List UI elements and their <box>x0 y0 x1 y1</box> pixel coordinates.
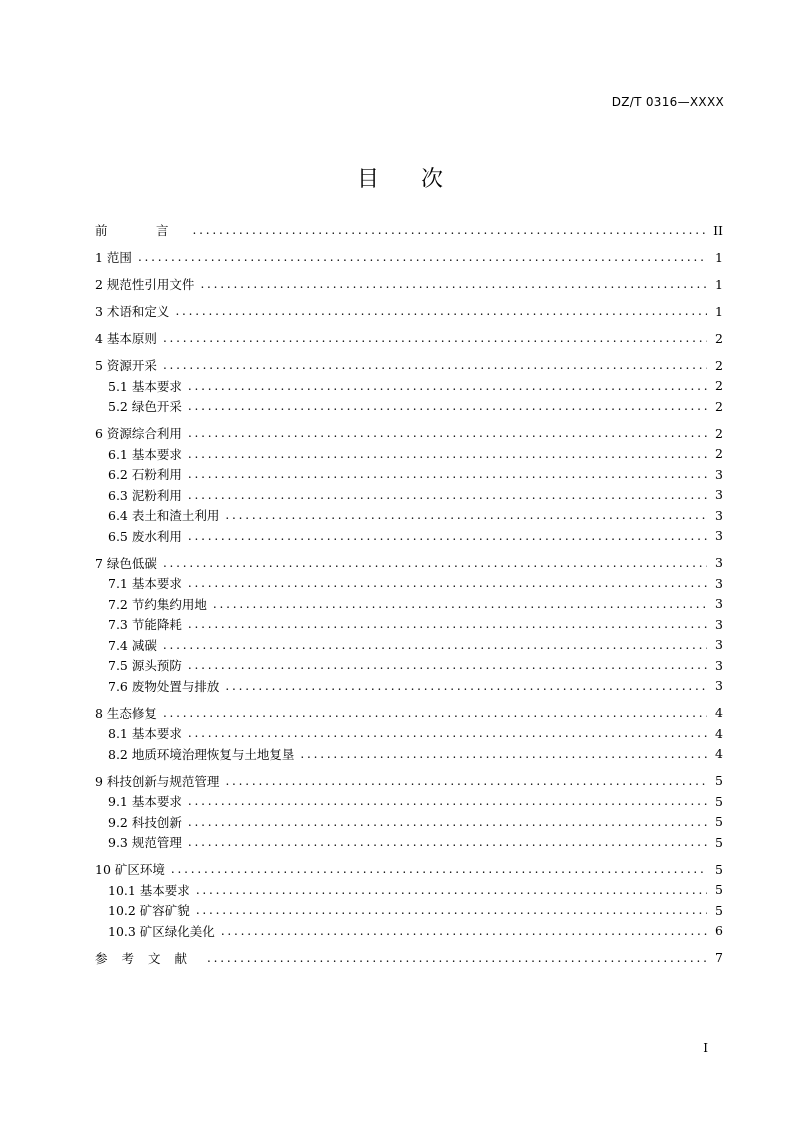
toc-subentry[interactable] <box>108 744 723 764</box>
title-part-2: 次 <box>421 167 444 192</box>
toc-entry-page: 5 <box>715 814 723 829</box>
toc-entry-page: 5 <box>715 882 723 897</box>
toc-subentry[interactable] <box>108 832 723 852</box>
toc-entry-label: 9.1 基本要求 <box>108 794 182 809</box>
toc-entry-page: 4 <box>715 705 723 720</box>
toc-entry-label: 5.2 绿色开采 <box>108 399 182 414</box>
toc-entry-page: 2 <box>715 398 723 414</box>
toc-leader-dots <box>188 426 707 440</box>
toc-entry-label: 10.1 基本要求 <box>108 882 190 898</box>
toc-entry-label: 7.3 节能降耗 <box>108 617 182 632</box>
toc-entry-label: 前 言 <box>95 223 187 238</box>
toc-entry-label: 8.2 地质环境治理恢复与土地复垦 <box>108 746 295 762</box>
toc-entry-label: 9 科技创新与规范管理 <box>95 773 220 789</box>
toc-entry-label: 7.6 废物处置与排放 <box>108 678 220 694</box>
toc-subentry[interactable] <box>108 812 723 832</box>
toc-entry-page: 3 <box>715 487 723 502</box>
toc-leader-dots <box>138 250 707 264</box>
toc-subentry[interactable] <box>108 723 723 743</box>
toc-entry-page: 5 <box>715 773 723 788</box>
toc-subentry[interactable] <box>108 444 723 464</box>
toc-entry-page: 5 <box>715 861 723 877</box>
toc-leader-dots <box>175 304 707 318</box>
toc-entry[interactable] <box>95 247 723 267</box>
toc-subentry[interactable] <box>108 594 723 614</box>
toc-leader-dots <box>221 924 707 938</box>
toc-leader-dots <box>188 835 707 849</box>
toc-entry-page: 3 <box>715 507 723 523</box>
toc-subentry[interactable] <box>108 676 723 696</box>
toc-entry-page: 3 <box>715 637 723 652</box>
toc-leader-dots <box>188 399 707 413</box>
toc-leader-dots <box>225 774 707 788</box>
toc-entry-label: 5.1 基本要求 <box>108 378 182 394</box>
toc-entry[interactable] <box>95 220 723 240</box>
toc-leader-dots <box>163 331 707 345</box>
toc-subentry[interactable] <box>108 505 723 525</box>
page-number: I <box>703 1041 708 1055</box>
toc-leader-dots <box>188 794 707 808</box>
toc-entry-page: 1 <box>715 249 723 265</box>
toc-entry-label: 6 资源综合利用 <box>95 426 182 441</box>
toc-entry-label: 2 规范性引用文件 <box>95 277 195 292</box>
toc-leader-dots <box>300 747 707 761</box>
toc-entry-page: 5 <box>715 834 723 850</box>
toc-entry-label: 7.2 节约集约用地 <box>108 596 207 612</box>
toc-entry-label: 6.2 石粉利用 <box>108 467 182 482</box>
toc-entry-label: 10 矿区环境 <box>95 862 165 877</box>
toc-leader-dots <box>188 447 707 461</box>
toc-leader-dots <box>188 379 707 393</box>
toc-entry[interactable] <box>95 859 723 879</box>
toc-entry-label: 8.1 基本要求 <box>108 726 182 741</box>
toc-leader-dots <box>193 223 707 237</box>
toc-entry[interactable] <box>95 355 723 375</box>
toc-subentry[interactable] <box>108 376 723 396</box>
toc-subentry[interactable] <box>108 880 723 900</box>
toc-leader-dots <box>188 815 707 829</box>
toc-entry-page: 4 <box>715 746 723 761</box>
toc-leader-dots <box>188 658 707 672</box>
toc-entry-page: 2 <box>715 330 723 346</box>
page-title <box>0 162 800 193</box>
toc-entry[interactable] <box>95 423 723 443</box>
toc-subentry[interactable] <box>108 396 723 416</box>
toc-entry-page: 2 <box>715 357 723 373</box>
toc-entry[interactable] <box>95 274 723 294</box>
toc-leader-dots <box>225 508 707 522</box>
toc-entry-page: 3 <box>715 466 723 482</box>
toc-entry-page: 5 <box>715 793 723 809</box>
toc-leader-dots <box>200 277 707 291</box>
toc-leader-dots <box>163 358 707 372</box>
toc-entry[interactable] <box>95 301 723 321</box>
toc-entry-label: 6.3 泥粉利用 <box>108 487 182 503</box>
toc-leader-dots <box>188 488 707 502</box>
toc-entry-page: 1 <box>715 276 723 292</box>
toc-entry-label: 8 生态修复 <box>95 705 157 721</box>
document-code: DZ/T 0316—XXXX <box>611 95 724 109</box>
toc-entry[interactable] <box>95 948 723 968</box>
toc-entry[interactable] <box>95 553 723 573</box>
toc-entry-page: 3 <box>715 657 723 673</box>
toc-entry-label: 3 术语和定义 <box>95 304 170 319</box>
toc-entry-label: 6.1 基本要求 <box>108 446 182 462</box>
toc-entry-label: 7 绿色低碳 <box>95 555 157 571</box>
toc-leader-dots <box>207 951 707 965</box>
toc-entry[interactable] <box>95 703 723 723</box>
toc-entry-label: 6.5 废水利用 <box>108 528 182 544</box>
toc-entry-page: 3 <box>715 555 723 570</box>
toc-entry-page: 2 <box>715 425 723 441</box>
toc-entry[interactable] <box>95 771 723 791</box>
toc-entry-label: 7.5 源头预防 <box>108 658 182 673</box>
toc-entry-page: 5 <box>715 902 723 918</box>
toc-entry-label: 9.3 规范管理 <box>108 835 182 850</box>
title-part-1: 目 <box>356 167 379 192</box>
toc-leader-dots <box>188 576 707 590</box>
toc-leader-dots <box>213 597 707 611</box>
toc-subentry[interactable] <box>108 791 723 811</box>
toc-entry[interactable] <box>95 328 723 348</box>
toc-subentry[interactable] <box>108 485 723 505</box>
toc-entry-label: 5 资源开采 <box>95 358 157 373</box>
toc-subentry[interactable] <box>108 655 723 675</box>
toc-entry-label: 10.2 矿容矿貌 <box>108 903 190 918</box>
toc-entry-page: 2 <box>715 378 723 393</box>
toc-entry-label: 7.1 基本要求 <box>108 576 182 591</box>
toc-entry-label: 7.4 减碳 <box>108 637 157 653</box>
toc-entry-label: 9.2 科技创新 <box>108 814 182 830</box>
toc-leader-dots <box>171 862 707 876</box>
toc-subentry[interactable] <box>108 635 723 655</box>
toc-subentry[interactable] <box>108 900 723 920</box>
toc-leader-dots <box>196 883 707 897</box>
toc-entry-page: 2 <box>715 446 723 461</box>
toc-entry-label: 6.4 表土和渣土利用 <box>108 508 220 523</box>
toc-entry-page: 3 <box>715 575 723 591</box>
toc-entry-page: 3 <box>715 678 723 693</box>
toc-entry-page: 1 <box>715 303 723 319</box>
toc-leader-dots <box>163 556 707 570</box>
toc-leader-dots <box>188 467 707 481</box>
toc-leader-dots <box>188 726 707 740</box>
toc-leader-dots <box>188 529 707 543</box>
toc-leader-dots <box>188 617 707 631</box>
toc-leader-dots <box>196 903 707 917</box>
toc-leader-dots <box>163 706 707 720</box>
toc-entry-page: 6 <box>715 923 723 938</box>
toc-entry-page: 4 <box>715 725 723 741</box>
toc-entry-page: 3 <box>715 596 723 611</box>
toc-entry-label: 参考文献 <box>95 950 202 966</box>
toc-entry-label: 1 范围 <box>95 250 132 265</box>
toc-leader-dots <box>163 638 707 652</box>
toc-entry-label: 10.3 矿区绿化美化 <box>108 923 215 939</box>
toc-subentry[interactable] <box>108 464 723 484</box>
toc-entry-page: 3 <box>715 616 723 632</box>
toc-entry-page: 7 <box>715 950 723 965</box>
toc-subentry[interactable] <box>108 921 723 941</box>
toc-leader-dots <box>225 679 707 693</box>
toc-subentry[interactable] <box>108 573 723 593</box>
toc-entry-page: 3 <box>715 528 723 543</box>
toc-subentry[interactable] <box>108 526 723 546</box>
toc-subentry[interactable] <box>108 614 723 634</box>
toc-entry-label: 4 基本原则 <box>95 331 157 346</box>
toc-entry-page: II <box>713 222 723 238</box>
